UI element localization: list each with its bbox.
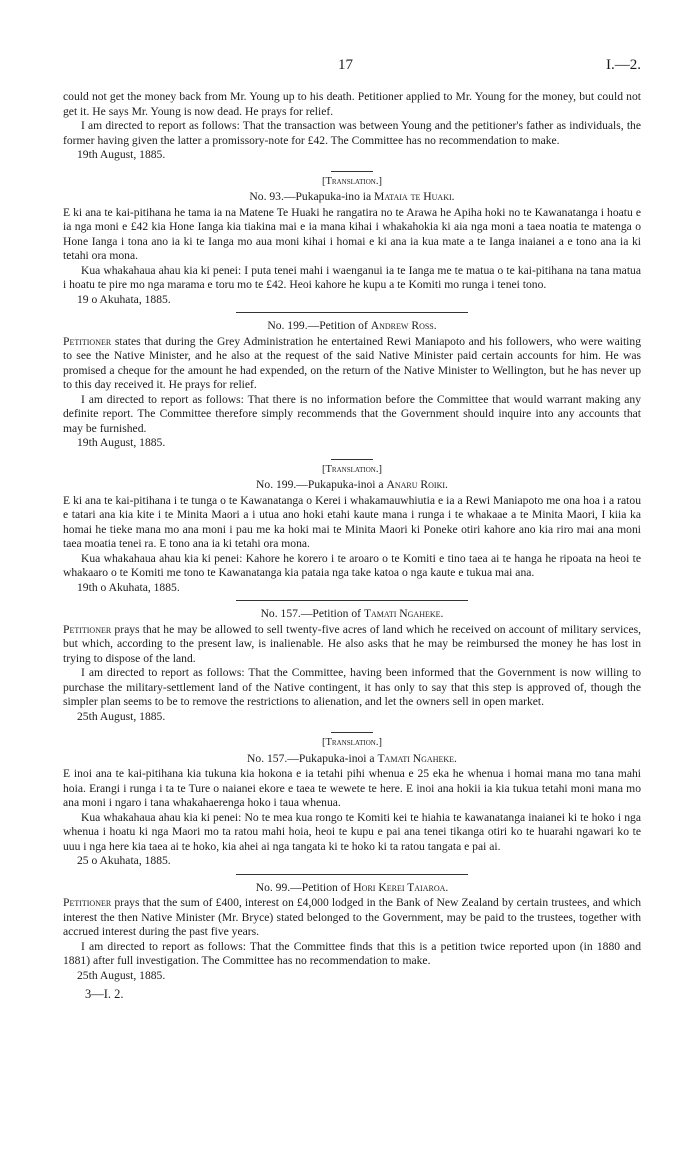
section-divider [236, 874, 468, 875]
petition-young-continuation [63, 90, 641, 163]
lead-word: Petitioner [63, 896, 112, 909]
petition-heading [63, 319, 641, 334]
translation-199 [63, 463, 641, 596]
document-body [63, 90, 641, 1002]
divider [331, 732, 373, 733]
committee-report: Kua whakahaua ahau kia ki penei: I puta tenei mahi i waenganui ia te Ianga me te matua o te kai-pitihana na tana matua i hoatu te pire mo nga marama e toru mo te £42. Heoi kahore he kupu a te Komiti mo runga i tenei tono. [63, 263, 641, 291]
heading-number: No. 99.—Petition of [255, 880, 354, 894]
section-divider [236, 312, 468, 313]
petition-heading [63, 881, 641, 896]
paragraph [63, 335, 641, 393]
committee-report: Kua whakahaua ahau kia ki penei: Kahore he korero i te aroaro o te Komiti e tino taea ai te hanga he ripoata na heoi te whakaaro o te Komiti me tono te Kawanatanga kia pataia nga take katoa o nga kaute e tukua mai ana. [63, 551, 641, 579]
report-date: 25 o Akuhata, 1885. [77, 854, 171, 867]
page-number: 17 [338, 57, 353, 73]
report-date: 19 o Akuhata, 1885. [77, 292, 171, 306]
heading-number: No. 199.—Pukapuka-inoi a [256, 478, 387, 491]
translation-93 [63, 175, 641, 308]
paragraph: E ki ana te kai-pitihana he tama ia na Matene Te Huaki he rangatira no te Arawa he Apiha hoki no te Kawanatanga i hoatu e ia nga moni e £42 kia Hone Ianga kia tiakina mai e ia mana kihai i whakahokia ki aia nga moni a taea noatia te matenga o Hone Ianga i tona ano ia ki te Ianga mo aua moni kihai i homai e ki ana ia kua mate a te Ianga inaianei a e tono ana ia ki tetahi ora mona. [63, 205, 641, 262]
paragraph-text: prays that he may be allowed to sell twenty-five acres of land which he received on account of military services, but which, according to the present law, is inalienable. He also asks that he may be reimbursed the money he has lost in trying to dispose of the land. [63, 622, 641, 665]
translation-label: [Translation.] [322, 737, 382, 748]
committee-report: I am directed to report as follows: That the Committee, having been informed that the Government is now willing to purchase the military-settlement land of the Native contingent, it has only to say that this step is approved of, though the simpler plan seems to be to remove the restrictions to alienation, and let the owners sell in open market. [63, 666, 641, 708]
translation-label: [Translation.] [322, 175, 382, 187]
section-divider [236, 600, 468, 601]
committee-report: I am directed to report as follows: That the Committee finds that this is a petition twice reported upon (in 1880 and 1881) after full investigation. The Committee has no recommendation to make. [63, 939, 641, 967]
document-reference: I.—2. [606, 57, 641, 73]
petition-heading [63, 752, 641, 767]
heading-number: No. 157.—Pukapuka-inoi a [247, 751, 378, 765]
lead-word: Petitioner [63, 334, 112, 348]
translation-157 [63, 736, 641, 869]
paragraph-text: prays that the sum of £400, interest on £4,000 lodged in the Bank of New Zealand by certain trustees, and which interest the then Native Minister (Mr. Bryce) stated belonged to the Government, may be paid to the trustees, together with accrued interest during the past five years. [63, 896, 641, 938]
translation-label: [Translation.] [322, 463, 382, 475]
petitioner-name: Tamati Ngaheke. [363, 607, 444, 620]
paragraph [63, 896, 641, 940]
divider [331, 171, 373, 172]
petitioner-name: Andrew Ross. [370, 319, 437, 332]
heading-number: No. 93.—Pukapuka-ino ia [249, 190, 375, 203]
committee-report: I am directed to report as follows: That the transaction was between Young and the petitioner's father as individuals, the former having given the latter a promissory-note for £42. The Committee has no recommendation to make. [63, 119, 641, 147]
page-header [0, 58, 700, 78]
petitioner-name: Tamati Ngaheke. [377, 751, 457, 765]
petitioner-name: Hori Kerei Taiaroa. [353, 880, 449, 894]
petition-157 [63, 607, 641, 724]
petitioner-name: Mataia te Huaki. [374, 190, 455, 203]
paragraph [63, 623, 641, 667]
report-date: 25th August, 1885. [77, 709, 166, 723]
report-date: 19th o Akuhata, 1885. [77, 580, 180, 594]
lead-word: Petitioner [63, 622, 112, 636]
report-date: 25th August, 1885. [77, 968, 166, 982]
petition-99 [63, 881, 641, 984]
sheet-reference: 3—I. 2. [85, 987, 124, 1001]
paragraph: E ki ana te kai-pitihana i te tunga o te Kawanatanga o Kerei i whakamauwhiutia e ia a Rewi Maniapoto me ona hoa i a ratou e tatari ana kia kite i te Minita Maori a i utua ano hoki etahi kaute mana i runga i te whakaae a te Minita Maori, I kiia ka homai he tieke mana mo ana moni i pau me ka hoki mai te Minita Maori ki Poneke otiri kahore ano kia riro mai ana moni taea moatia tenei ra. E tono ana ia ki tetahi ora mona. [63, 493, 641, 550]
report-date: 19th August, 1885. [77, 436, 166, 449]
divider [331, 459, 373, 460]
committee-report: Kua whakahaua ahau kia ki penei: No te mea kua rongo te Komiti kei te hiahia te kawanatanga inaianei ki te hoko i nga whenua i hoatu ki nga Maori mo ta ratou mahi hoia, heoi te kupu e pai ana tenei tikanga otiri ko te huarahi ngawari ko te uuu i nga here kia taea ai te hoko, kia ahei ai nga tangata ki te hoko ki ta ratou tangata e pai ai. [63, 810, 641, 853]
petitioner-name: Anaru Roiki. [386, 478, 448, 491]
report-date: 19th August, 1885. [77, 148, 166, 161]
paragraph: could not get the money back from Mr. Young up to his death. Petitioner applied to Mr. Young for the money, but could not get it. He says Mr. Young is now dead. He prays for relief. [63, 90, 641, 118]
committee-report: I am directed to report as follows: That there is no information before the Committee that would warrant making any definite report. The Committee therefore simply recommends that the Government should inquire into any accounts that may be furnished. [63, 392, 641, 435]
heading-number: No. 157.—Petition of [260, 607, 364, 620]
paragraph-text: states that during the Grey Administration he entertained Rewi Maniapoto and his followers, who were waiting to see the Native Minister, and he also at the request of the said Native Minister paid certain accounts for him. He was promised a cheque for the amount he had expended, on the return of the Native Minister to Wellington, but he has never up to this day received it. He prays for relief. [63, 334, 641, 391]
petition-199 [63, 319, 641, 451]
heading-number: No. 199.—Petition of [267, 319, 371, 332]
petition-heading [63, 607, 641, 622]
petition-heading [63, 190, 641, 205]
petition-heading [63, 478, 641, 493]
paragraph: E inoi ana te kai-pitihana kia tukuna kia hokona e ia tetahi pihi whenua e 25 eka he whenua i homai mana mo tana mahi hoia. Erangi i runga i ta te Ture o naianei ekore e taea te wewete te here. E inoi ana hokii ia kia tukua tetahi moni mana mo ana moni i ngaro i tana whakahaerenga hoko i taua whenua. [63, 767, 641, 809]
